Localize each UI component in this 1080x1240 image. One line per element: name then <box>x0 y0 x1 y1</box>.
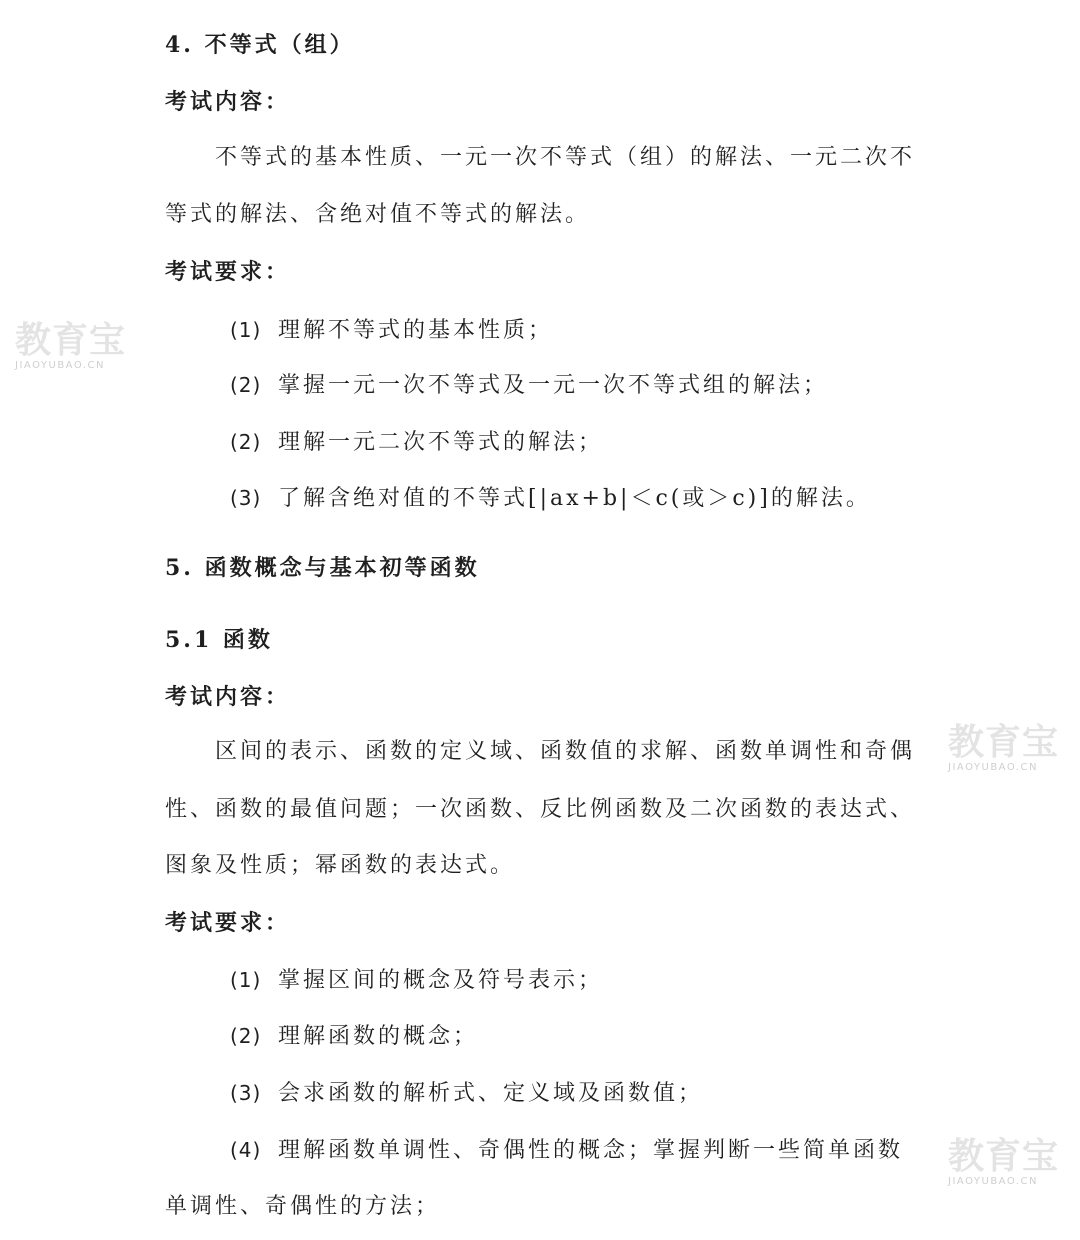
item-number: (1) <box>230 318 262 342</box>
item-text: 了解含绝对值的不等式[|ax+b|＜c(或＞c)]的解法。 <box>278 486 871 511</box>
subsection-5-1-content-line: 性、函数的最值问题；一次函数、反比例函数及二次函数的表达式、 <box>165 797 916 822</box>
item-number: (3) <box>230 1081 262 1105</box>
section-4-content-label: 考试内容： <box>165 89 291 115</box>
section-4-requirements-label: 考试要求： <box>165 259 291 285</box>
watermark-domain: JIAOYUBAO.CN <box>15 360 105 371</box>
section-4-requirement-item <box>230 483 871 513</box>
subsection-5-1-requirement-item <box>230 1078 703 1108</box>
item-text: 掌握一元一次不等式及一元一次不等式组的解法； <box>278 373 829 398</box>
item-number: (3) <box>230 486 262 510</box>
section-4-heading: 4. 不等式（组） <box>165 32 355 58</box>
section-4-content-line: 不等式的基本性质、一元一次不等式（组）的解法、一元二次不 <box>215 145 916 170</box>
item-number: (2) <box>230 373 262 397</box>
item-text: 理解函数单调性、奇偶性的概念；掌握判断一些简单函数 <box>278 1138 904 1163</box>
subsection-5-1-requirements-label: 考试要求： <box>165 910 291 936</box>
subsection-5-1-content-line: 图象及性质；幂函数的表达式。 <box>165 853 516 878</box>
item-text: 会求函数的解析式、定义域及函数值； <box>278 1081 704 1106</box>
item-number: (4) <box>230 1138 262 1162</box>
section-4-requirement-item <box>230 370 828 400</box>
item-number: (2) <box>230 430 262 454</box>
item-number: (1) <box>230 968 262 992</box>
subsection-5-1-requirement-item <box>230 965 603 995</box>
subsection-5-1-heading: 5.1 函数 <box>165 627 273 653</box>
subsection-5-1-content-line: 区间的表示、函数的定义域、函数值的求解、函数单调性和奇偶 <box>215 739 916 764</box>
requirement-item-continuation: 单调性、奇偶性的方法； <box>165 1194 441 1219</box>
item-text: 理解不等式的基本性质； <box>278 318 554 343</box>
watermark-domain: JIAOYUBAO.CN <box>948 1176 1038 1187</box>
watermark-bottom-right <box>948 1138 1068 1188</box>
watermark-domain: JIAOYUBAO.CN <box>948 762 1038 773</box>
subsection-5-1-requirement-item <box>230 1135 903 1165</box>
section-4-content-line: 等式的解法、含绝对值不等式的解法。 <box>165 202 591 227</box>
watermark-left <box>15 322 135 372</box>
watermark-brand: 教育宝 <box>15 320 127 361</box>
item-text: 理解函数的概念； <box>278 1024 479 1049</box>
item-text: 掌握区间的概念及符号表示； <box>278 968 604 993</box>
subsection-5-1-content-label: 考试内容： <box>165 684 291 710</box>
item-text: 理解一元二次不等式的解法； <box>278 430 604 455</box>
subsection-5-1-requirement-item <box>230 1021 478 1051</box>
item-number: (2) <box>230 1024 262 1048</box>
section-4-requirement-item <box>230 427 603 457</box>
watermark-brand: 教育宝 <box>948 1136 1060 1177</box>
watermark-right <box>948 724 1068 774</box>
section-5-heading: 5. 函数概念与基本初等函数 <box>165 555 480 581</box>
section-4-requirement-item <box>230 315 553 345</box>
watermark-brand: 教育宝 <box>948 722 1060 763</box>
